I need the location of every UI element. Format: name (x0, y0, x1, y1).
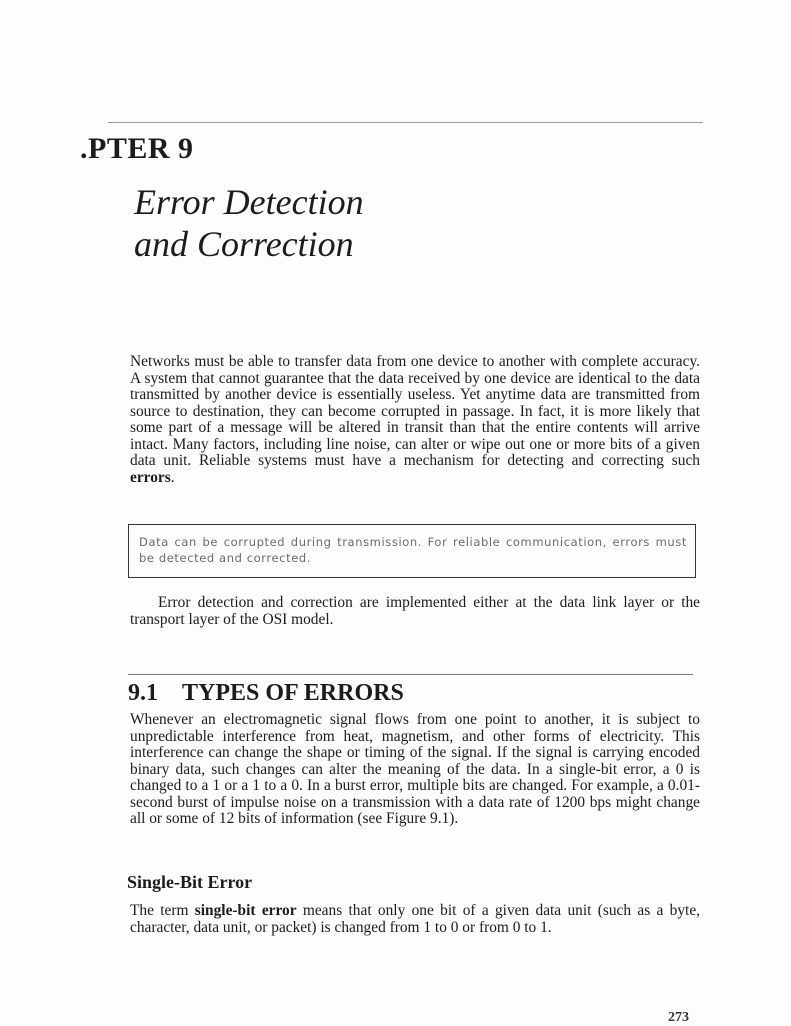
osi-paragraph: Error detection and correction are implemented either at the data link layer or the transport layer of the OSI model. (130, 594, 700, 628)
single-bit-paragraph (130, 903, 700, 936)
single-bit-text-start: The term (130, 902, 195, 919)
single-bit-term: single-bit error (194, 902, 297, 919)
chapter-title-line1: Error Detection (134, 182, 364, 222)
section-heading (128, 680, 404, 707)
section-title: TYPES OF ERRORS (182, 680, 404, 706)
chapter-title-line2: and Correction (134, 224, 354, 264)
subsection-heading: Single-Bit Error (127, 872, 253, 892)
types-paragraph: Whenever an electromagnetic signal flows from one point to another, it is subject to unpredictable interference from heat, magnetism, and other forms of electricity. This interference can change the shape or timing of the signal. If the signal is carrying encoded binary data, such changes can alter the meaning of the data. In a single-bit error, a 0 is changed to a 1 or a 1 to a 0. In a burst error, multiple bits are changed. For example, a 0.01-second burst of impulse noise on a transmission with a data rate of 1200 bps might change all or some of 12 bits of information (see Figure 9.1). (130, 711, 700, 827)
section-rule (128, 674, 693, 675)
page-number: 273 (668, 1010, 689, 1025)
top-rule (108, 122, 703, 123)
intro-bold-term: errors (130, 468, 171, 486)
section-number: 9.1 (128, 680, 158, 706)
key-point-text: Data can be corrupted during transmission. For reliable communication, errors must be detected and corrected. (139, 535, 687, 565)
chapter-heading: .PTER 9 (80, 132, 194, 165)
intro-end: . (170, 468, 175, 486)
intro-paragraph (130, 354, 700, 486)
single-bit-text-end: means that only one bit of a given data unit (such as a byte, character, data unit, or packet) is changed from 1 to 0 or from 0 to 1. (130, 902, 700, 936)
key-point-box (128, 524, 696, 578)
intro-text: Networks must be able to transfer data from one device to another with complete accuracy. A system that cannot guarantee that the data received by one device are identical to the data transmitted by another device is essentially useless. Yet anytime data are transmitted from source to destination, they can become corrupted in passage. In fact, it is more likely that some part of a message will be altered in transit than that the entire contents will arrive intact. Many factors, including line noise, can alter or wipe out one or more bits of a given data unit. Reliable systems must have a mechanism for detecting and correcting such (130, 353, 700, 469)
